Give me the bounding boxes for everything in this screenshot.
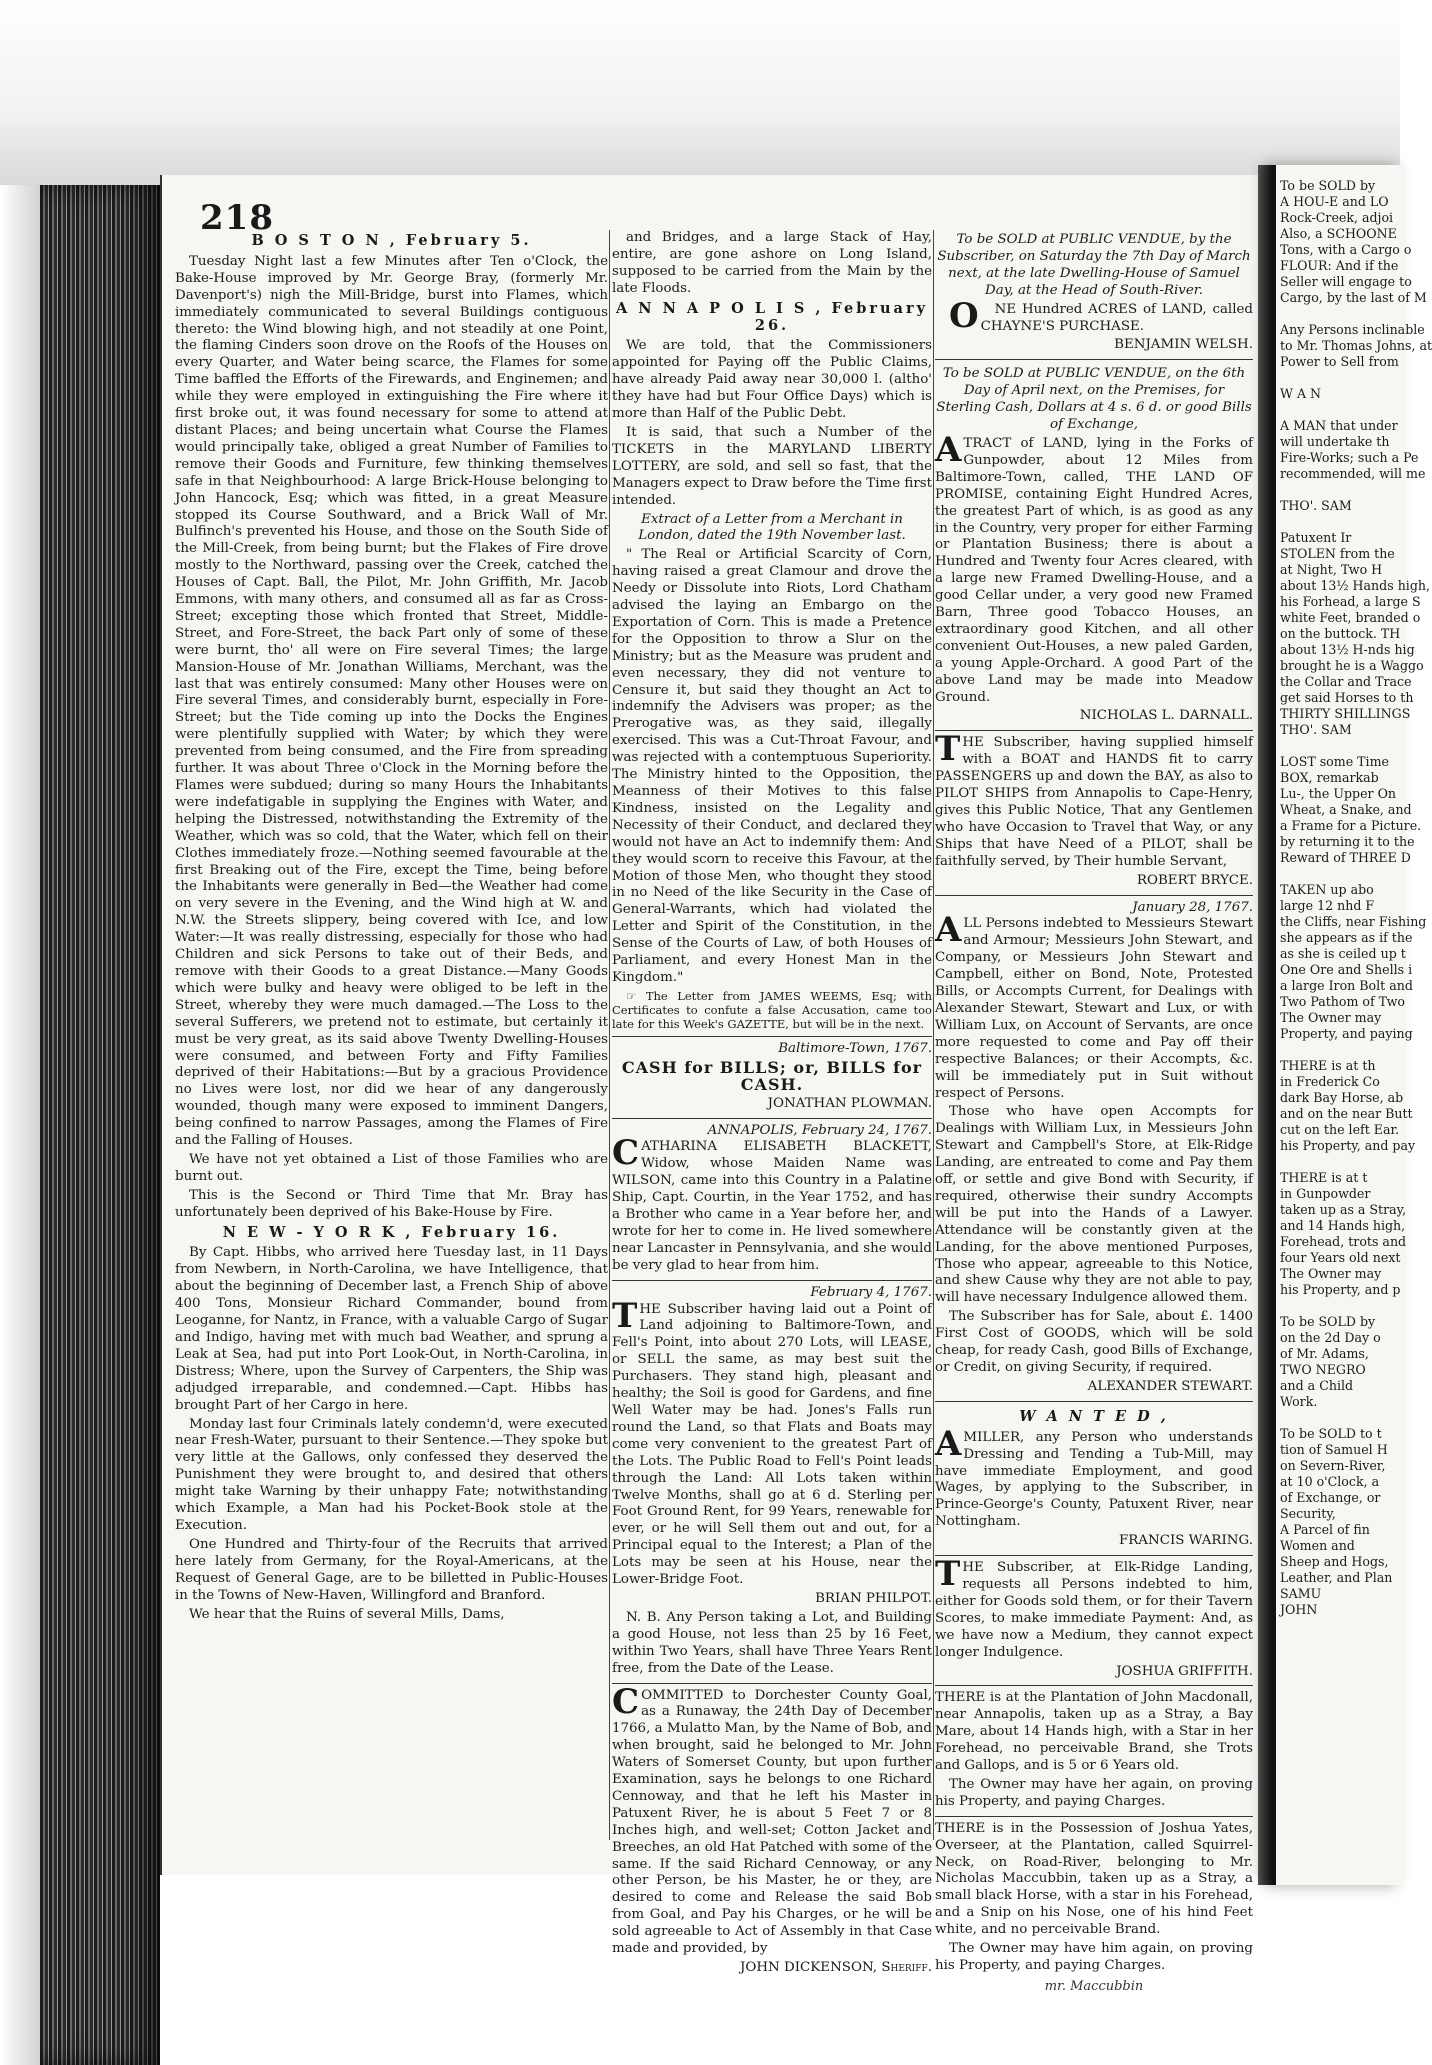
ad-macdonall (935, 1685, 1253, 1810)
ad-text: THERE is at the Plantation of John Macdonall, near Annapolis, taken up as a Stray, a Bay Mare, about 14 Hands high, with a Star in her Forehead, no perceivable Brand, she Trots and Gallops, and is 5 or 6 Years old. (935, 1690, 1253, 1774)
book-spine (40, 185, 160, 2065)
ad-text: THE Subscriber, having supplied himself with a BOAT and HANDS fit to carry PASSENGERS up and down the BAY, as also to PILOT SHIPS from Annapolis to Cape-Henry, gives this Public Notice, That any Gentlemen who have Occasion to Travel that Way, or any Ships that have Need of a PILOT, shall be faithfully served, by Their humble Servant, (935, 729, 1253, 869)
facing-page-line: a Frame for a Picture. (1280, 818, 1422, 833)
ad-text: THERE is in the Possession of Joshua Yates, Overseer, at the Plantation, called Squirrel-Neck, on Road-River, belonging to Mr. Nicholas Maccubbin, taken up as a Stray, a small black Horse, with a star in his Forehead, and a Snip on his Nose, one of his hind Feet white, and no perceivable Brand. (935, 1820, 1253, 1938)
facing-page-line: white Feet, branded o (1280, 610, 1421, 625)
column-ads-right (935, 230, 1253, 1994)
facing-page-line: Women and (1280, 1538, 1355, 1553)
facing-page-line: on the buttock. TH (1280, 626, 1401, 641)
facing-page-line: taken up as a Stray, (1280, 1202, 1407, 1217)
ad-heading: To be SOLD at PUBLIC VENDUE, on the 6th Day of April next, on the Premises, for Sterling Cash, Dollars at 4 s. 6 d. or good Bills of Exchange, (936, 366, 1252, 433)
facing-page-line: Security, (1280, 1506, 1336, 1521)
ad-note: N. B. Any Person taking a Lot, and Building a good House, not less than 25 by 16 Feet, within Two Years, shall have Three Years Rent free, from the Date of the Lease. (612, 1609, 932, 1676)
scan-top-margin (0, 0, 1400, 185)
ad-signature: BENJAMIN WELSH. (1114, 337, 1253, 353)
ad-signature: BRIAN PHILPOT. (815, 1590, 932, 1606)
facing-page-line (1280, 866, 1400, 882)
facing-page-line: she appears as if the (1280, 930, 1413, 945)
facing-page-line: in Frederick Co (1280, 1074, 1380, 1089)
ad-date: ANNAPOLIS, February 24, 1767. (707, 1122, 932, 1138)
facing-page-line: his Forhead, a large S (1280, 594, 1421, 609)
annapolis-public-claims: We are told, that the Commissioners appointed for Paying off the Public Claims, have already Paid away near 30,000 l. (altho' they have had but Four Office Days) which is more than Half of the Public Debt. (612, 338, 932, 422)
facing-page-line: will undertake th (1280, 434, 1390, 449)
facing-page-line: on Severn-River, (1280, 1458, 1386, 1473)
dateline-annapolis: A N N A P O L I S , February 26. (615, 299, 929, 334)
london-letter-extract: " The Real or Artificial Scarcity of Corn, having raised a great Clamour and drove the Needy or Dissolute into Riots, Lord Chatham advised the laying an Embargo on the Exportation of Corn. This is made a Pretence for the Opposition to throw a Slur on the Ministry; but as the Measure was prudent and even necessary, they did not venture to Censure it, but said they thought an Act to indemnify the Advisers was proper; as the Prerogative was, as they said, illegally exercised. This was a Cut-Throat Favour, and was rejected with a contemptuous Superiority. The Ministry hinted to the Opposition, the Meanness of their Motives to this false Kindness, insisted on the Legality and Necessity of their Conduct, and declared they would not have an Act to indemnify them: And they would scorn to receive this Favour, at the Motion of those Men, who thought they stood in no Need of the like Security in the Case of General-Warrants, which had violated the Letter and Spirit of the Constitution, in the Sense of the Courts of Law, of both Houses of Parliament, and every Honest Man in the Kingdom." (612, 547, 932, 985)
facing-page-line: dark Bay Horse, ab (1280, 1090, 1404, 1105)
facing-page-line: BOX, remarkab (1280, 770, 1379, 785)
boston-families-note: We have not yet obtained a List of those Families who are burnt out. (175, 1151, 608, 1184)
facing-page-line: Cargo, by the last of M (1280, 290, 1427, 305)
facing-page-line: by returning it to the (1280, 834, 1415, 849)
facing-page-line: and on the near Butt (1280, 1106, 1413, 1121)
facing-page-line: W A N (1280, 386, 1322, 401)
facing-page-line: his Property, and p (1280, 1282, 1401, 1297)
ad-yates (935, 1816, 1253, 1996)
facing-page-line (1280, 514, 1400, 530)
facing-page-line: TAKEN up abo (1280, 882, 1374, 897)
facing-page-line: To be SOLD to t (1280, 1426, 1382, 1441)
facing-page-line: at Night, Two H (1280, 562, 1383, 577)
page-number: 218 (200, 198, 274, 238)
ad-date: Baltimore-Town, 1767. (778, 1040, 932, 1056)
dateline-new-york: N E W - Y O R K , February 16. (222, 1223, 561, 1241)
facing-page-line: as she is ceiled up t (1280, 946, 1406, 961)
ad-heading: To be SOLD at PUBLIC VENDUE, by the Subscriber, on Saturday the 7th Day of March next, at the late Dwelling-House of Samuel Day, at the Head of South-River. (937, 232, 1251, 298)
facing-page-line: about 13½ H-nds hig (1280, 642, 1415, 657)
ad-text: THE Subscriber, at Elk-Ridge Landing, requests all Persons indebted to him, either for Goods sold them, or for their Tavern Scores, to make immediate Payment: And, as we have now a Medium, they cannot expect longer Indulgence. (935, 1554, 1253, 1660)
ad-signature: JONATHAN PLOWMAN. (767, 1095, 932, 1111)
newyork-recruits: One Hundred and Thirty-four of the Recruits that arrived here lately from Germany, for the Royal-Americans, at the Request of General Gage, are to be billetted in Public-Houses in the Towns of New-Haven, Willingford and Branford. (175, 1536, 608, 1603)
ad-bryce (935, 730, 1253, 889)
facing-page-line (1280, 1042, 1400, 1058)
long-island-continuation: and Bridges, and a large Stack of Hay, entire, are gone ashore on Long Island, supposed to be carried from the Main by the late Floods. (612, 230, 932, 296)
facing-page-line: about 13½ Hands high, (1280, 578, 1431, 593)
facing-page-line: THIRTY SHILLINGS (1280, 706, 1411, 721)
facing-page-line: Also, a SCHOONE (1280, 226, 1397, 241)
facing-page-line: and 14 Hands high, (1280, 1218, 1406, 1233)
facing-page-line: THO'. SAM (1280, 722, 1352, 737)
facing-page-line (1280, 402, 1400, 418)
facing-page-line: of Mr. Adams, (1280, 1346, 1369, 1361)
ad-waring (935, 1401, 1253, 1550)
ad-date: January 28, 1767. (1132, 899, 1253, 915)
handwritten-annotation: mr. Maccubbin (1044, 1978, 1144, 1994)
facing-page-line: at 10 o'Clock, a (1280, 1474, 1380, 1489)
facing-page-line: THERE is at th (1280, 1058, 1376, 1073)
ad-signature: NICHOLAS L. DARNALL. (1079, 708, 1253, 724)
facing-page-line: cut on the left Ear. (1280, 1122, 1400, 1137)
ad-text: Those who have open Accompts for Dealings with William Lux, in Messieurs John Stewart and Campbell's Store, at Elk-Ridge Landing, are entreated to come and Pay them off, or settle and give Bond with Security, if required, otherwise their sundry Accompts will be put into the Hands of a Lawyer. Attendance will be constantly given at the Landing, for the above mentioned Purposes, Those who appear, agreeable to this Notice, and shew Cause why they are not able to pay, will have necessary Indulgence allowed them. (935, 1104, 1253, 1306)
extract-heading: Extract of a Letter from a Merchant in London, dated the 19th November last. (638, 511, 906, 544)
facing-page-line: Wheat, a Snake, and (1280, 802, 1412, 817)
facing-page-line: FLOUR: And if the (1280, 258, 1399, 273)
facing-page-line: Seller will engage to (1280, 274, 1412, 289)
boston-bray-note: This is the Second or Third Time that Mr. Bray has unfortunately been deprived of his Bake-House by Fire. (175, 1187, 608, 1220)
facing-page-line (1280, 306, 1400, 322)
facing-page-line: four Years old next (1280, 1250, 1401, 1265)
facing-page-line: Property, and paying (1280, 1026, 1413, 1041)
facing-page-line: Two Pathom of Two (1280, 994, 1405, 1009)
ad-text: The Owner may have her again, on proving his Property, and paying Charges. (935, 1776, 1253, 1809)
facing-page-line: his Property, and pay (1280, 1138, 1416, 1153)
boston-fire-report: Tuesday Night last a few Minutes after Ten o'Clock, the Bake-House improved by Mr. George Bray, (formerly Mr. Davenport's) nigh the Mill-Bridge, burst into Flames, which immediately communicated to several Buildings contiguous thereto: the Wind blowing high, and not steadily at one Point, the flaming Cinders soon drove on the Roofs of the Houses on every Quarter, and Water being scarce, the Flames for some Time baffled the Efforts of the Firewards, and Enginemen; and while they were employed in extinguishing the Fire where it first broke out, it was found necessary for some to attend at distant Places; and being uncertain what Course the Flames would principally take, obliged a great Number of Families to remove their Goods and Furniture, few thinking themselves safe in that Neighbourhood: A large Brick-House belonging to John Hancock, Esq; which was fitted, in a great Measure stopped its Course Southward, and a Brick Wall of Mr. Bulfinch's prevented his House, and those on the South Side of the Mill-Creek, from being burnt; but the Flakes of Fire drove mostly to the Northward, passing over the Creek, catched the Houses of Capt. Ball, the Pilot, Mr. John Griffith, Mr. Jacob Emmons, with many others, and consumed all as far as Cross-Street; excepting those which fronted that Street, Middle-Street, and Fore-Street, the back Part only of some of these were burnt, tho' all were on Fire several Times; the large Mansion-House of Mr. Jonathan Williams, Merchant, was the last that was entirely consumed: Many other Houses were on Fire several Times, and considerably burnt, especially in Fore-Street; but the Tide coming up into the Docks the Engines were plentifully supplied with Water; by which they were prevented from being consumed, and the Fire from spreading further. It was about Three o'Clock in the Morning before the Flames were subdued; during so many Hours the Inhabitants were indefatigable in supplying the Engines with Water, and helping the Distressed, notwithstanding the Extremity of the Weather, which was so cold, that the Water, which fell on their Clothes immediately froze.—Nothing seemed favourable at the first Breaking out of the Fire, except the Time, being before the Inhabitants were generally in Bed—the Weather had come on very severe in the Evening, and the Wind high at W. and N.W. the Streets slippery, being covered with Ice, and low Water:—It was really distressing, especially for those who had Children and sick Persons to take out of their Beds, and remove with their Goods to a great Distance.—Many Goods which were bulky and heavy were obliged to be left in the Street, whereby they were much damaged.—The Loss to the several Sufferers, we pretend not to estimate, but certainly it must be very great, as its said above Twenty Dwelling-Houses were consumed, and between Forty and Fifty Families deprived of their Habitations:—But by a gracious Providence no Lives were lost, nor did we hear of any dangerously wounded, though many were exposed to imminent Dangers, being confined to narrow Passages, among the Flames of Fire and the Falling of Houses. (175, 253, 608, 1149)
ad-heading: W A N T E D , (1019, 1407, 1169, 1425)
ad-signature: ALEXANDER STEWART. (1087, 1378, 1253, 1394)
facing-page-line: Work. (1280, 1394, 1318, 1409)
facing-page-line: The Owner may (1280, 1266, 1382, 1281)
facing-page-text (1280, 178, 1432, 1618)
facing-page-line: JOHN (1280, 1602, 1318, 1617)
ad-signature: JOSHUA GRIFFITH. (1116, 1663, 1253, 1679)
newyork-mills: We hear that the Ruins of several Mills, Dams, (189, 1606, 505, 1622)
annapolis-lottery: It is said, that such a Number of the TICKETS in the MARYLAND LIBERTY LOTTERY, are sold, and sell so fast, that the Managers expect to Draw before the Time first intended. (612, 424, 932, 508)
facing-page-line: large 12 nhd F (1280, 898, 1375, 913)
facing-page-line: on the 2d Day o (1280, 1330, 1381, 1345)
ad-signature: JOHN DICKENSON, Sheriff. (740, 1960, 932, 1975)
ad-date: February 4, 1767. (810, 1284, 932, 1300)
facing-page-line: To be SOLD by (1280, 1314, 1376, 1329)
ad-stewart (935, 895, 1253, 1396)
ad-text: AMILLER, any Person who understands Dressing and Tending a Tub-Mill, may have immediate Employment, and good Wages, by applying to the Subscriber, in Prince-George's County, Patuxent River, near Nottingham. (935, 1423, 1253, 1530)
facing-page-line: THO'. SAM (1280, 498, 1352, 513)
ad-text: THE Subscriber having laid out a Point of Land adjoining to Baltimore-Town, and Fell's Point, into about 270 Lots, will LEASE, or SELL the same, as may best suit the Purchasers. They stand high, pleasant and healthy; the Soil is good for Gardens, and fine Well Water may be had. Jones's Falls run round the Land, so that Flats and Boats may come very convenient to the greatest Part of the Lots. The Public Road to Fell's Point leads through the Land: All Lots taken within Twelve Months, shall go at 6 d. Sterling per Foot Ground Rent, for 99 Years, renewable for ever, or he will Sell them out and out, for a Principal equal to the Interest; a Plan of the Lots may be seen at his House, near the Lower-Bridge Foot. (612, 1295, 932, 1588)
facing-page-line: Lu-, the Upper On (1280, 786, 1397, 801)
ad-signature: ROBERT BRYCE. (1136, 872, 1253, 888)
ad-text: CATHARINA ELISABETH BLACKETT, Widow, whose Maiden Name was WILSON, came into this Country in a Palatine Ship, Capt. Courtin, in the Year 1752, and has a Brother who came in a Year before her, and wrote for her to come in. He lived somewhere near Lancaster in Pennsylvania, and she would be very glad to hear from him. (612, 1133, 932, 1273)
facing-page-line: the Cliffs, near Fishing (1280, 914, 1427, 929)
ad-text: ONE Hundred ACRES of LAND, called CHAYNE'S PURCHASE. (949, 295, 1253, 336)
facing-page-line: Tons, with a Cargo o (1280, 242, 1412, 257)
ad-title: CASH for BILLS; or, BILLS for CASH. (621, 1057, 923, 1094)
facing-page-line: Patuxent Ir (1280, 530, 1352, 545)
column-rule (609, 230, 610, 1840)
facing-page-line: a large Iron Bolt and (1280, 978, 1413, 993)
facing-page-line: of Exchange, or (1280, 1490, 1381, 1505)
ad-blackett (612, 1118, 932, 1275)
facing-page-line: Forehead, trots and (1280, 1234, 1407, 1249)
ad-philpot (612, 1280, 932, 1678)
facing-page-line: Rock-Creek, adjoi (1280, 210, 1394, 225)
newyork-criminals: Monday last four Criminals lately condemn'd, were executed near Fresh-Water, pursuant to their Sentence.—They spoke but very little at the Gallows, only confessed they deserved the Punishment they were brought to, and desired that others might take Warning by their unhappy Fate; notwithstanding which Example, a Man had his Pocket-Book stole at the Execution. (175, 1416, 608, 1533)
facing-page-line: A MAN that under (1280, 418, 1398, 433)
facing-page-line: Any Persons inclinable (1280, 322, 1425, 337)
facing-page-line: SAMU (1280, 1586, 1322, 1601)
newyork-french-ship: By Capt. Hibbs, who arrived here Tuesday last, in 11 Days from Newbern, in North-Carolina, we have Intelligence, that about the beginning of December last, a French Ship of above 400 Tons, Monsieur Richard Commander, bound from Leoganne, for Nantz, in France, with a valuable Cargo of Sugar and Indigo, having met with much bad Weather, and sprung a Leak at Sea, had put into Port Look-Out, in North-Carolina, in Distress; Where, upon the Survey of Carpenters, the Ship was adjudged irreparable, and condemned.—Capt. Hibbs has brought Part of her Cargo in here. (175, 1245, 608, 1413)
column-news-left (175, 230, 608, 1840)
column-rule (933, 230, 934, 1840)
facing-page-line (1280, 370, 1400, 386)
facing-page-line: THERE is at t (1280, 1170, 1368, 1185)
facing-page-line: Leather, and Plan (1280, 1570, 1393, 1585)
facing-page-line: The Owner may (1280, 1010, 1382, 1025)
facing-page-line: A Parcel of fin (1280, 1522, 1370, 1537)
facing-page-line (1280, 738, 1400, 754)
facing-page-line: Sheep and Hogs, (1280, 1554, 1389, 1569)
facing-page-line (1280, 1298, 1400, 1314)
facing-page-line: LOST some Time (1280, 754, 1389, 769)
ad-dickenson (612, 1683, 932, 1977)
facing-page-line (1280, 1410, 1400, 1426)
ad-text: The Owner may have him again, on proving his Property, and paying Charges. (935, 1941, 1253, 1973)
facing-page-line: the Collar and Trace (1280, 674, 1412, 689)
facing-page-line: to Mr. Thomas Johns, at (1280, 338, 1432, 353)
facing-page-line (1280, 1154, 1400, 1170)
ad-text: The Subscriber has for Sale, about £. 1400 First Cost of GOODS, which will be sold cheap, for ready Cash, good Bills of Exchange, or Credit, on giving Security, if required. (935, 1309, 1253, 1375)
facing-page-line: TWO NEGRO (1280, 1362, 1366, 1377)
dateline-boston: B O S T O N , February 5. (251, 232, 532, 249)
ad-welsh (935, 232, 1253, 354)
facing-page-line (1280, 482, 1400, 498)
editor-note: ☞ The Letter from JAMES WEEMS, Esq; with Certificates to confute a false Accusation, came too late for this Week's GAZETTE, but will be in the next. (612, 988, 932, 1031)
column-news-middle (612, 230, 932, 1975)
facing-page-line: STOLEN from the (1280, 546, 1395, 561)
facing-page-line: brought he is a Waggo (1280, 658, 1424, 673)
facing-page-line: Fire-Works; such a Pe (1280, 450, 1419, 465)
ad-text: ALL Persons indebted to Messieurs Stewart and Armour; Messieurs John Stewart, and Company, or Messieurs John Stewart and Campbell, either on Bond, Note, Protested Bills, or Accompts Current, for Dealings with Alexander Stewart, Stewart and Lux, or with William Lux, on Account of Servants, are once more requested to come and Pay off their respective Balances; or their Accompts, &c. will be immediately put in Suit without respect of Persons. (935, 910, 1253, 1101)
facing-page-line: and a Child (1280, 1378, 1354, 1393)
ad-darnall (935, 359, 1253, 725)
facing-page-line: tion of Samuel H (1280, 1442, 1388, 1457)
facing-page-line: get said Horses to th (1280, 690, 1414, 705)
ad-griffith (935, 1555, 1253, 1680)
facing-page-line: Power to Sell from (1280, 354, 1399, 369)
facing-page-line: Reward of THREE D (1280, 850, 1411, 865)
facing-page-line: recommended, will me (1280, 466, 1426, 481)
ad-text: ATRACT of LAND, lying in the Forks of Gunpowder, about 12 Miles from Baltimore-Town, called, THE LAND OF PROMISE, containing Eight Hundred Acres, the greatest Part of which, is as good as any in the Country, very proper for either Farming or Plantation Business; there is about a Hundred and Twenty four Acres cleared, with a large new Framed Dwelling-House, and a good Cellar under, a very good new Framed Barn, Three good Tobacco Houses, an extraordinary good Kitchen, and all other convenient Out-Houses, a new paled Garden, a young Apple-Orchard. A good Part of the above Land may be made into Meadow Ground. (935, 429, 1253, 705)
facing-page-line: To be SOLD by (1280, 178, 1376, 193)
facing-page-line: A HOU-E and LO (1280, 194, 1389, 209)
ad-text: COMMITTED to Dorchester County Goal, as a Runaway, the 24th Day of December 1766, a Mulatto Man, by the Name of Bob, and when brought, said he belonged to Mr. John Waters of Somerset County, but upon further Examination, says he belongs to one Richard Cennoway, and that he left his Master in Patuxent River, he is about 5 Feet 7 or 8 Inches high, and well-set; Cotton Jacket and Breeches, an old Hat Patched with some of the same. If the said Richard Cennoway, or any other Person, be his Master, he or they, are desired to come and Release the said Bob from Goal, and Pay his Charges, or he will be sold agreeable to Act of Assembly in that Case made and provided, by (612, 1681, 932, 1957)
ad-plowman (612, 1036, 932, 1113)
ad-signature: FRANCIS WARING. (1118, 1533, 1253, 1549)
facing-page-line: in Gunpowder (1280, 1186, 1371, 1201)
facing-page-line: One Ore and Shells i (1280, 962, 1413, 977)
